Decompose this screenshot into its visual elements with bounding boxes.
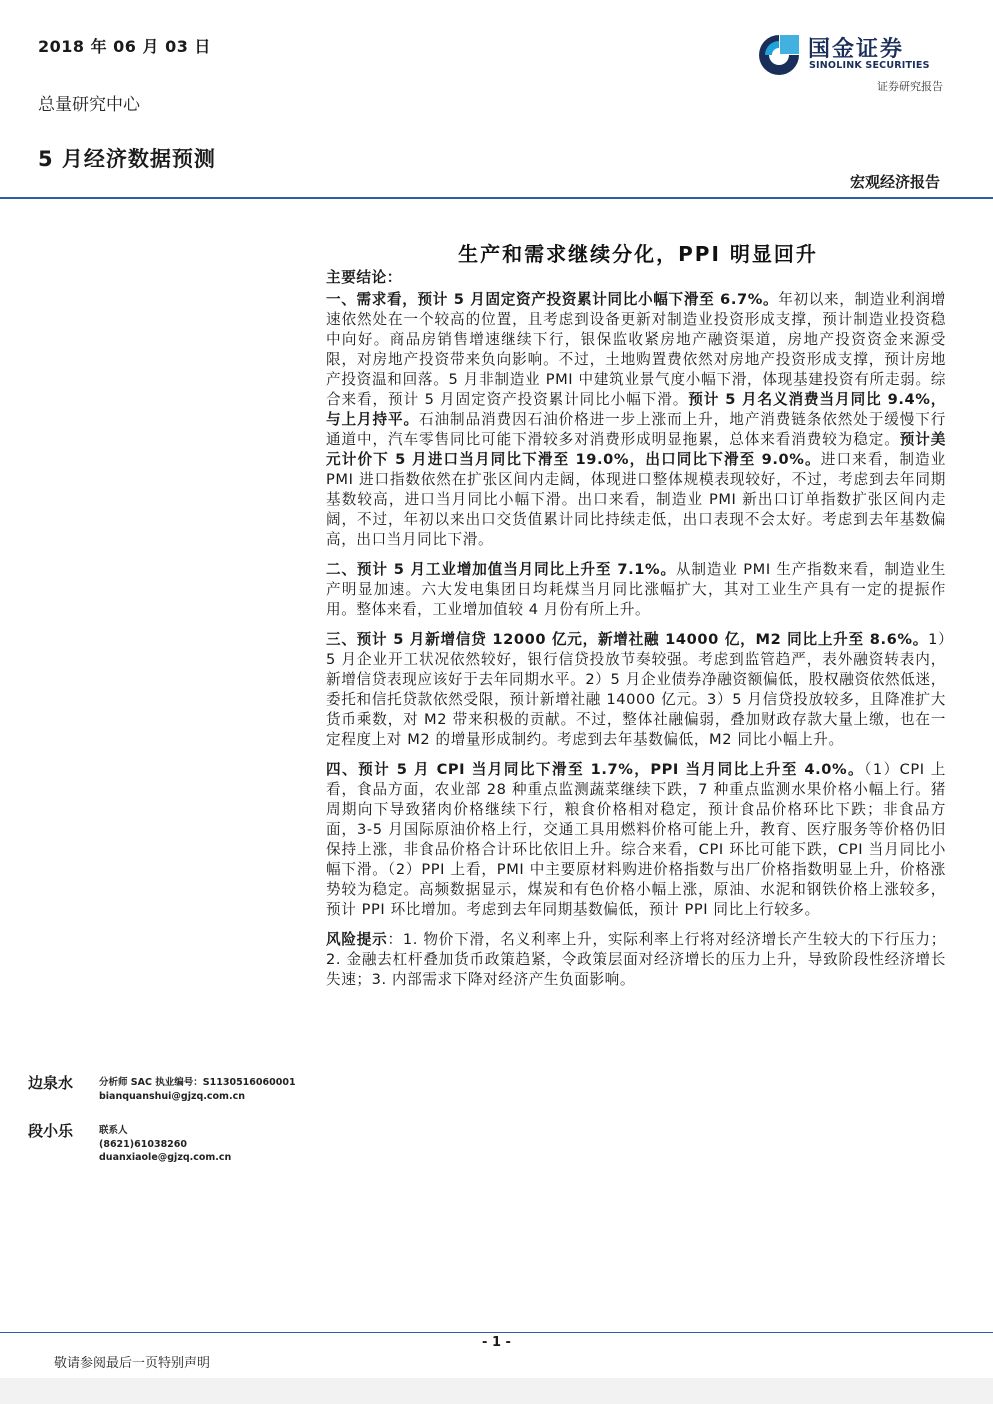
paragraph-credit <box>326 630 946 750</box>
analyst-id: 分析师 SAC 执业编号：S1130516060001 <box>99 1077 296 1088</box>
contact-name: 段小乐 <box>28 1122 74 1140</box>
report-headline: 生产和需求继续分化，PPI 明显回升 <box>458 242 818 266</box>
report-type: 宏观经济报告 <box>849 173 940 191</box>
risk-text: ：1. 物价下滑，名义利率上升，实际利率上行将对经济增长产生较大的下行压力；2. 金融去杠杆叠加货币政策趋紧，令政策层面对经济增长的压力上升，导致阶段性经济增长失速；3. 内部需求下降对经济产生负面影响。 <box>326 931 946 988</box>
research-center: 总量研究中心 <box>38 95 140 115</box>
footer-divider <box>0 1332 993 1333</box>
header-divider <box>0 197 993 199</box>
risk-heading: 风险提示 <box>326 931 388 948</box>
prices-text: （1）CPI 上看，食品方面，农业部 28 种重点监测蔬菜继续下跌，7 种重点监测水果价格小幅上行。猪周期向下导致猪肉价格继续下行，粮食价格相对稳定，预计食品价格环比下跌；非食品方面，3-5 月国际原油价格上行，交通工具用燃料价格可能上升，教育、医疗服务等价格仍旧保持上涨，非食品价格合计环比依旧上升。综合来看，CPI 环比可能下跌，CPI 当月同比小幅下滑。（2）PPI 上看，PMI 中主要原材料购进价格指数与出厂价格指数明显上升，价格涨势较为稳定。高频数据显示，煤炭和有色价格小幅上涨，原油、水泥和钢铁价格上涨较多，预计 PPI 环比增加。考虑到去年同期基数偏低，预计 PPI 同比上行较多。 <box>326 761 946 918</box>
disclaimer-note: 敬请参阅最后一页特别声明 <box>54 1356 211 1371</box>
page-number: - 1 - <box>482 1335 511 1350</box>
analyst-email: bianquanshui@gjzq.com.cn <box>99 1090 245 1102</box>
analyst-name: 边泉水 <box>28 1074 74 1092</box>
contact-email: duanxiaole@gjzq.com.cn <box>99 1152 232 1163</box>
credit-heading: 三、预计 5 月新增信贷 12000 亿元，新增社融 14000 亿，M2 同比上升至 8.6%。 <box>326 631 929 648</box>
logo-text-cn: 国金证券 <box>808 37 905 62</box>
paragraph-prices <box>326 760 946 920</box>
prices-heading: 四、预计 5 月 CPI 当月同比下滑至 1.7%，PPI 当月同比上升至 4.0%。 <box>326 761 865 778</box>
main-conclusions <box>326 268 946 1000</box>
company-logo <box>756 30 946 82</box>
report-title: 5 月经济数据预测 <box>38 147 216 171</box>
paragraph-industry <box>326 560 946 620</box>
logo-text-en: SINOLINK SECURITIES <box>809 60 930 71</box>
paragraph-risk <box>326 930 946 990</box>
credit-text: 1）5 月企业开工状况依然较好，银行信贷投放节奏较强。考虑到监管趋严，表外融资转表内，新增信贷表现应该好于去年同期水平。2）5 月企业债券净融资额偏低，股权融资依然低迷，委托和信托贷款依然受限，预计新增社融 14000 亿元。3）5 月信贷投放较多，且降准扩大货币乘数，对 M2 带来积极的贡献。不过，整体社融偏弱，叠加财政存款大量上缴，也在一定程度上对 M2 的增量形成制约。考虑到去年基数偏低，M2 同比小幅上升。 <box>326 631 946 748</box>
contact-role: 联系人 <box>99 1125 128 1136</box>
logo-subtitle: 证券研究报告 <box>877 80 943 93</box>
conclusion-label: 主要结论： <box>326 269 402 286</box>
demand-heading: 一、需求看，预计 5 月固定资产投资累计同比小幅下滑至 6.7%。 <box>326 291 779 308</box>
logo-mark-icon <box>756 32 802 78</box>
report-date: 2018 年 06 月 03 日 <box>38 37 211 56</box>
contact-info <box>99 1124 231 1165</box>
industry-heading: 二、预计 5 月工业增加值当月同比上升至 7.1%。 <box>326 561 676 578</box>
demand-text-consumption: 石油制品消费因石油价格进一步上涨而上升，地产消费链条依然处于缓慢下行通道中，汽车零售同比可能下滑较多对消费形成明显拖累，总体来看消费较为稳定。 <box>326 411 946 448</box>
footer-band <box>0 1378 993 1404</box>
contact-phone: (8621)61038260 <box>99 1138 188 1150</box>
demand-text-investment: 年初以来，制造业利润增速依然处在一个较高的位置，且考虑到设备更新对制造业投资形成支撑，预计制造业投资稳中向好。商品房销售增速继续下行，银保监收紧房地产融资渠道，房地产投资资金来源受限，对房地产投资带来负向影响。不过，土地购置费依然对房地产投资形成支撑，预计房地产投资温和回落。5 月非制造业 PMI 中建筑业景气度小幅下滑，体现基建投资有所走弱。综合来看，预计 5 月固定资产投资累计同比小幅下滑。 <box>326 291 946 408</box>
demand-heading-consumption: 预计 5 月名义消费当月同比 9.4%，与上月持平。 <box>326 391 946 428</box>
paragraph-demand <box>326 290 946 550</box>
analyst-info <box>99 1076 296 1103</box>
industry-text: 从制造业 PMI 生产指数来看，制造业生产明显加速。六大发电集团日均耗煤当月同比涨幅扩大，其对工业生产具有一定的提振作用。整体来看，工业增加值较 4 月份有所上升。 <box>326 561 946 618</box>
demand-heading-trade: 预计美元计价下 5 月进口当月同比下滑至 19.0%，出口同比下滑至 9.0%。 <box>326 431 946 468</box>
demand-text-trade: 进口来看，制造业 PMI 进口指数依然在扩张区间内走阔，体现进口整体规模表现较好，不过，考虑到去年同期基数较高，进口当月同比小幅下滑。出口来看，制造业 PMI 新出口订单指数扩张区间内走阔，不过，年初以来出口交货值累计同比持续走低，出口表现不会太好。考虑到去年基数偏高，出口当月同比下滑。 <box>326 451 946 548</box>
